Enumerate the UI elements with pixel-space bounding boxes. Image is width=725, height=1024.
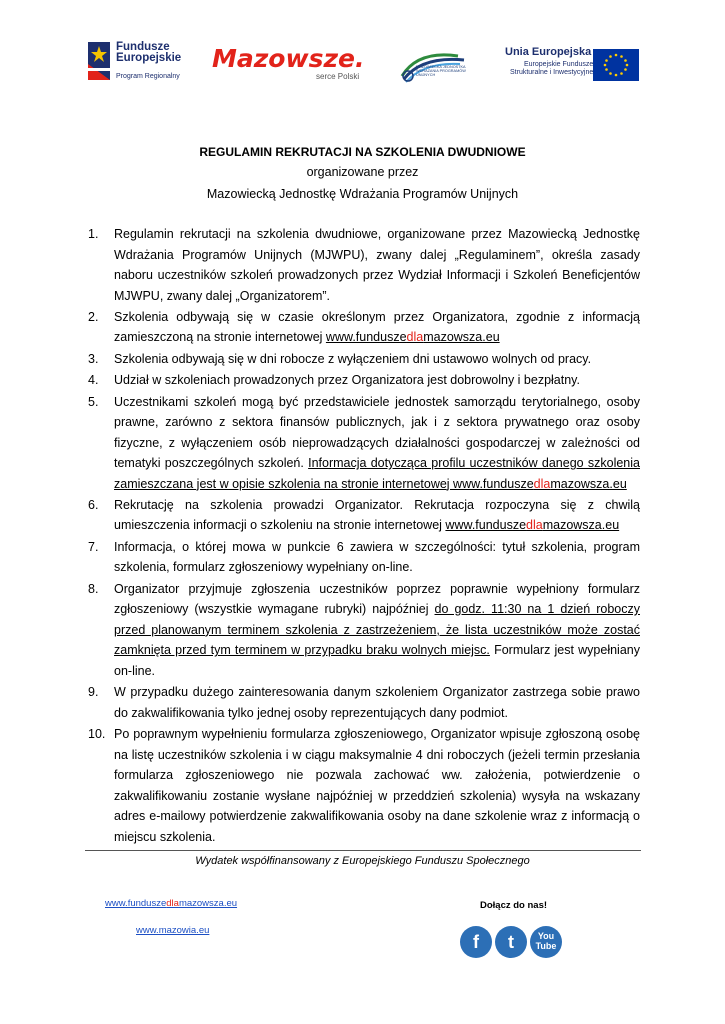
mjwpu-text: MAZOWIECKA JEDNOSTKA WDRAŻANIA PROGRAMÓW UNIJNYCH [416,65,466,78]
ue-title: Unia Europejska [505,46,592,58]
mazowsze-tagline: serce Polski [316,72,360,81]
facebook-icon[interactable]: f [460,926,492,958]
rule-item: 1. Regulamin rekrutacji na szkolenia dwudniowe, organizowane przez Mazowiecką Jednostkę Wdrażania Programów Unijnych (MJWPU), zwany dalej „Regulaminem”, określa zasady naboru uczestników szkoleń prowadzonych przez Wydział Informacji i Szkoleń Beneficjentów MJWPU, zwany dalej „Organizatorem”. [88,227,640,303]
rule-item: 7. Informacja, o której mowa w punkcie 6 zawiera w szczególności: tytuł szkolenia, program szkolenia, formularz zgłoszeniowy wypełniany on-line. [88,539,640,575]
profile-info-underlined: Informacja dotycząca profilu uczestników danego szkolenia zamieszczana jest w opisie szkolenia na stronie internetowej www.funduszedlamazowsza.eu [114,456,640,491]
fe-name: Fundusze Europejskie [116,41,182,64]
mazowia-link[interactable]: www.mazowia.eu [136,925,210,936]
rule-item: 2. Szkolenia odbywają się w czasie określonym przez Organizatora, zgodnie z informacją zamieszczoną na stronie internetowej www.funduszedlamazowsza.eu [88,309,640,345]
document-title: REGULAMIN REKRUTACJI NA SZKOLENIA DWUDNIOWE [199,145,526,159]
rule-item: 10. Po poprawnym wypełnieniu formularza zgłoszeniowego, Organizator wpisuje zgłoszoną osobę na listę uczestników szkolenia i w ciągu maksymalnie 4 dni roboczych (jeżeli termin przesłania formularza zgłoszeniowego nie pozwala zachować ww. założenia, potwierdzenie o zakwalifikowaniu zostanie wysłane najpóźniej w przeddzień szkolenia) wysyła na wskazany adres e-mailowy potwierdzenie zakwalifikowania osoby na dane szkolenie wraz z informacją o miejscu szkolenia. [88,727,640,844]
unia-europejska-logo [505,46,645,86]
rule-item: 4. Udział w szkoleniach prowadzonych przez Organizatora jest dobrowolny i bezpłatny. [88,373,580,388]
deadline-underlined: do godz. 11:30 na 1 dzień roboczy przed planowanym terminem szkolenia z zastrzeżeniem, że lista uczestników może zostać zamknięta przed tym terminem w przypadku braku wolnych miejsc. [114,602,640,658]
rule-item: 8. Organizator przyjmuje zgłoszenia uczestników poprzez poprawnie wypełniony formularz zgłoszeniowy (wszystkie wymagane rubryki) najpóźniej do godz. 11:30 na 1 dzień roboczy przed planowanym terminem szkolenia z zastrzeżeniem, że lista uczestników może zostać zamknięta przed tym terminem w przypadku braku wolnych miejsc. Formularz jest wypełniany on-line. [88,581,640,678]
twitter-icon[interactable]: t [495,926,527,958]
ue-subtitle: Europejskie Fundusze Strukturalne i Inwestycyjne [510,61,594,76]
fe-program: Program Regionalny [116,73,180,80]
rule-item: 5. Uczestnikami szkoleń mogą być przedstawiciele jednostek samorządu terytorialnego, osoby prawne, zarówno z sektora finansów publicznych, jak i z sektora prywatnego oraz osoby fizyczne, z wyłączeniem osób nieprowadzących działalności gospodarczej w zależności od tematyki poszczególnych szkoleń. Informacja dotycząca profilu uczestników danego szkolenia zamieszczana jest w opisie szkolenia na stronie internetowej www.funduszedlamazowsza.eu [88,394,640,491]
rules-list [88,224,640,848]
mazowsze-logo [212,44,372,86]
website-link[interactable]: www.funduszedlamazowsza.eu [445,518,620,533]
eu-flag-icon [593,49,639,81]
rule-item: 6. Rekrutację na szkolenia prowadzi Organizator. Rekrutacja rozpoczyna się z chwilą umieszczenia informacji o szkoleniu na stronie internetowej www.funduszedlamazowsza.eu [88,497,640,533]
footer-divider [85,850,641,851]
organizer-name: Mazowiecką Jednostkę Wdrażania Programów Unijnych [206,187,519,201]
rule-item: 3. Szkolenia odbywają się w dni robocze z wyłączeniem dni ustawowo wolnych od pracy. [88,351,592,366]
join-us-label: Dołącz do nas! [480,900,548,911]
document-subtitle: organizowane przez [306,165,419,179]
youtube-icon[interactable]: You Tube [530,926,562,958]
website-link[interactable]: www.funduszedlamazowsza.eu [325,330,500,345]
cofinance-note: Wydatek współfinansowany z Europejskiego Funduszu Społecznego [195,855,530,867]
fe-star-flag-icon [88,42,110,80]
fundusze-link[interactable]: www.funduszedlamazowsza.eu [105,898,238,909]
mjwpu-logo [398,46,470,84]
fundusze-europejskie-logo [88,42,198,84]
mazowsze-wordmark: Mazowsze. [212,44,365,73]
rule-item: 9. W przypadku dużego zainteresowania danym szkoleniem Organizator zastrzega sobie prawo do zakwalifikowania tylko jednej osoby reprezentujących dany podmiot. [88,685,640,720]
